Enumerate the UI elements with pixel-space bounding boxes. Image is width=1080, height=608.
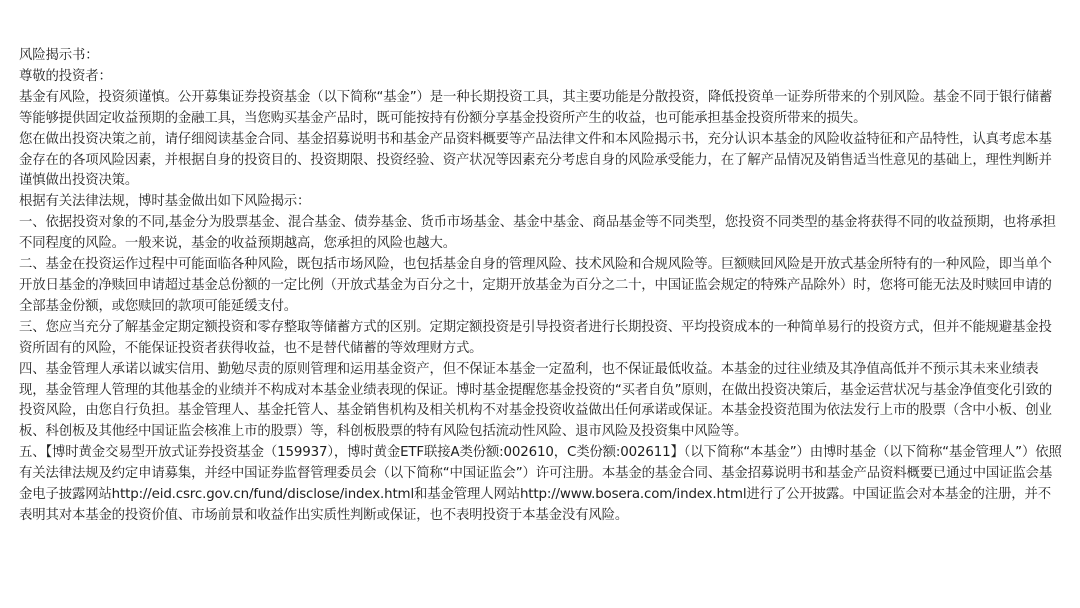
paragraph-read-documents: 您在做出投资决策之前，请仔细阅读基金合同、基金招募说明书和基金产品资料概要等产品法律文件和本风险揭示书，充分认识本基金的风险收益特征和产品特性，认真考虑本基金存在的各项风险因素，并根据自身的投资目的、投资期限、投资经验、资产状况等因素充分考虑自身的风险承受能力，在了解产品情况及销售适当性意见的基础上，理性判断并谨慎做出投资决策。 <box>19 131 1052 189</box>
paragraph-item-1: 一、依据投资对象的不同,基金分为股票基金、混合基金、债券基金、货币市场基金、基金中基金、商品基金等不同类型，您投资不同类型的基金将获得不同的收益预期，也将承担不同程度的风险。一般来说，基金的收益预期越高，您承担的风险也越大。 <box>19 215 1056 252</box>
paragraph-general-risk: 基金有风险，投资须谨慎。公开募集证券投资基金（以下简称“基金”）是一种长期投资工具，其主要功能是分散投资，降低投资单一证券所带来的个别风险。基金不同于银行储蓄等能够提供固定收益预期的金融工具，当您购买基金产品时，既可能按持有份额分享基金投资所产生的收益，也可能承担基金投资所带来的损失。 <box>19 89 1053 126</box>
risk-disclosure-document <box>19 46 1064 527</box>
paragraph-disclosure-intro: 根据有关法律法规，博时基金做出如下风险揭示： <box>19 194 311 210</box>
paragraph-item-5: 五、【博时黄金交易型开放式证券投资基金（159937），博时黄金ETF联接A类份额:002610，C类份额:002611】（以下简称“本基金”）由博时基金（以下简称“基金管理人”）依照有关法律法规及约定申请募集，并经中国证券监督管理委员会（以下简称“中国证监会”）许可注册。本基金的基金合同、基金招募说明书和基金产品资料概要已通过中国证监会基金电子披露网站http://eid.csrc.gov.cn/fund/disclose/index.html和基金管理人网站http://www.bosera.com/index.html进行了公开披露。中国证监会对本基金的注册，并不表明其对本基金的投资价值、市场前景和收益作出实质性判断或保证，也不表明投资于本基金没有风险。 <box>19 445 1062 523</box>
document-heading: 风险揭示书： <box>19 48 99 63</box>
paragraph-item-3: 三、您应当充分了解基金定期定额投资和零存整取等储蓄方式的区别。定期定额投资是引导投资者进行长期投资、平均投资成本的一种简单易行的投资方式，但并不能规避基金投资所固有的风险，不能保证投资者获得收益，也不是替代储蓄的等效理财方式。 <box>19 319 1052 356</box>
paragraph-item-2: 二、基金在投资运作过程中可能面临各种风险，既包括市场风险，也包括基金自身的管理风险、技术风险和合规风险等。巨额赎回风险是开放式基金所特有的一种风险，即当单个开放日基金的净赎回申请超过基金总份额的一定比例（开放式基金为百分之十，定期开放基金为百分之二十，中国证监会规定的特殊产品除外）时，您将可能无法及时赎回申请的全部基金份额，或您赎回的款项可能延缓支付。 <box>19 257 1052 314</box>
paragraph-item-4: 四、基金管理人承诺以诚实信用、勤勉尽责的原则管理和运用基金资产，但不保证本基金一定盈利，也不保证最低收益。本基金的过往业绩及其净值高低并不预示其未来业绩表现，基金管理人管理的其他基金的业绩并不构成对本基金业绩表现的保证。博时基金提醒您基金投资的“买者自负”原则，在做出投资决策后，基金运营状况与基金净值变化引致的投资风险，由您自行负担。基金管理人、基金托管人、基金销售机构及相关机构不对基金投资收益做出任何承诺或保证。本基金投资范围为依法发行上市的股票（含中小板、创业板、科创板及其他经中国证监会核准上市的股票）等，科创板股票的特有风险包括流动性风险、退市风险及投资集中风险等。 <box>19 361 1053 440</box>
salutation: 尊敬的投资者： <box>19 68 112 84</box>
